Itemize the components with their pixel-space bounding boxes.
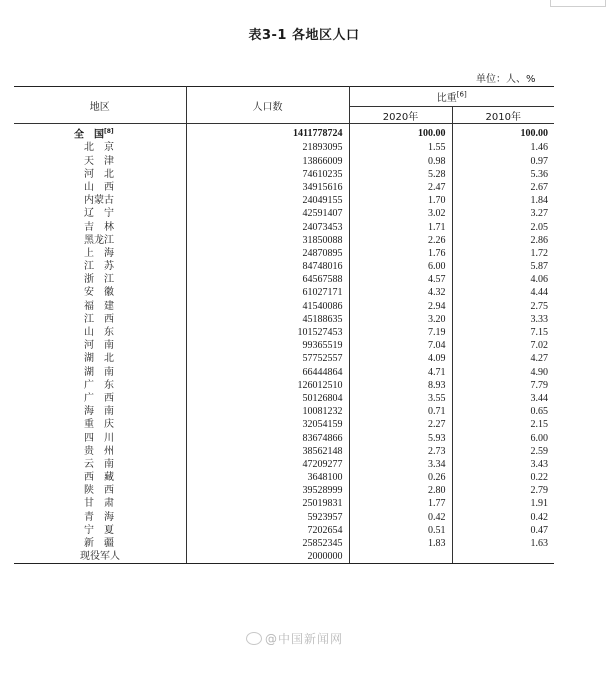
population-cell: 25852345	[186, 537, 349, 550]
table-row	[14, 207, 554, 220]
proportion-2010-cell: 4.44	[452, 286, 554, 299]
proportion-2020-cell: 1.55	[349, 141, 452, 154]
region-name: 福 建	[84, 300, 114, 312]
region-cell	[14, 155, 186, 168]
region-name: 天 津	[84, 155, 114, 167]
region-cell	[14, 220, 186, 233]
proportion-2020-cell: 4.32	[349, 286, 452, 299]
proportion-2010-cell: 5.87	[452, 260, 554, 273]
proportion-2010-cell: 7.02	[452, 339, 554, 352]
region-name: 广 西	[84, 392, 114, 404]
table-row	[14, 300, 554, 313]
region-cell	[14, 339, 186, 352]
proportion-2010-cell: 0.97	[452, 155, 554, 168]
proportion-2020-cell: 0.71	[349, 405, 452, 418]
proportion-2010-cell: 2.67	[452, 181, 554, 194]
table-body	[14, 124, 554, 564]
region-cell	[14, 366, 186, 379]
region-cell	[14, 497, 186, 510]
proportion-2010-cell: 6.00	[452, 431, 554, 444]
population-table	[14, 86, 554, 564]
region-cell	[14, 300, 186, 313]
table-row	[14, 524, 554, 537]
proportion-2020-cell: 0.98	[349, 155, 452, 168]
proportion-2020-cell: 100.00	[349, 124, 452, 142]
population-cell: 3648100	[186, 471, 349, 484]
table-row	[14, 273, 554, 286]
region-name: 四 川	[84, 432, 114, 444]
proportion-2020-cell: 7.19	[349, 326, 452, 339]
region-cell	[14, 550, 186, 564]
region-cell	[14, 273, 186, 286]
table-row	[14, 326, 554, 339]
population-cell: 41540086	[186, 300, 349, 313]
proportion-2020-cell: 0.42	[349, 511, 452, 524]
region-cell	[14, 471, 186, 484]
table-row	[14, 550, 554, 564]
weibo-icon	[246, 632, 262, 645]
proportion-2020-cell: 2.47	[349, 181, 452, 194]
region-cell	[14, 537, 186, 550]
region-cell	[14, 352, 186, 365]
watermark-text: @中国新闻网	[265, 632, 344, 646]
table-row	[14, 405, 554, 418]
region-name: 宁 夏	[84, 524, 114, 536]
region-cell	[14, 207, 186, 220]
proportion-2010-cell: 2.05	[452, 220, 554, 233]
proportion-2010-cell: 2.15	[452, 418, 554, 431]
region-name: 辽 宁	[84, 208, 114, 220]
population-cell: 61027171	[186, 286, 349, 299]
table-row	[14, 234, 554, 247]
population-cell: 66444864	[186, 366, 349, 379]
region-cell	[14, 247, 186, 260]
proportion-2020-cell: 5.28	[349, 168, 452, 181]
region-name: 山 西	[84, 181, 114, 193]
table-row	[14, 339, 554, 352]
region-cell	[14, 511, 186, 524]
population-cell: 50126804	[186, 392, 349, 405]
table-row	[14, 431, 554, 444]
table-row	[14, 155, 554, 168]
population-cell: 45188635	[186, 313, 349, 326]
proportion-2020-cell: 3.20	[349, 313, 452, 326]
proportion-2010-cell: 0.47	[452, 524, 554, 537]
proportion-2020-cell: 5.93	[349, 431, 452, 444]
proportion-2010-cell: 1.84	[452, 194, 554, 207]
table-row	[14, 352, 554, 365]
region-name: 云 南	[84, 458, 114, 470]
population-cell: 74610235	[186, 168, 349, 181]
proportion-2010-cell: 0.65	[452, 405, 554, 418]
table-row	[14, 313, 554, 326]
header-year-2010: 2010年	[452, 107, 554, 124]
header-year-2020: 2020年	[349, 107, 452, 124]
proportion-2010-cell: 2.59	[452, 445, 554, 458]
region-name: 上 海	[84, 247, 114, 259]
region-name: 重 庆	[84, 419, 114, 431]
population-cell: 21893095	[186, 141, 349, 154]
region-name: 内蒙古	[84, 195, 114, 207]
proportion-2010-cell: 5.36	[452, 168, 554, 181]
proportion-2010-cell: 3.43	[452, 458, 554, 471]
table-row	[14, 445, 554, 458]
region-name: 河 南	[84, 340, 114, 352]
region-name: 西 藏	[84, 472, 114, 484]
region-cell	[14, 405, 186, 418]
table-row	[14, 392, 554, 405]
table-row	[14, 418, 554, 431]
region-cell	[14, 445, 186, 458]
population-cell: 25019831	[186, 497, 349, 510]
region-cell	[14, 260, 186, 273]
proportion-2010-cell: 1.46	[452, 141, 554, 154]
proportion-2010-cell: 4.90	[452, 366, 554, 379]
header-population: 人口数	[186, 87, 349, 124]
region-name: 海 南	[84, 406, 114, 418]
region-name: 北 京	[84, 142, 114, 154]
region-cell	[14, 418, 186, 431]
proportion-2020-cell: 4.57	[349, 273, 452, 286]
proportion-2010-cell: 1.72	[452, 247, 554, 260]
table-row	[14, 484, 554, 497]
proportion-2020-cell: 8.93	[349, 379, 452, 392]
region-cell	[14, 168, 186, 181]
table-row	[14, 247, 554, 260]
table-row	[14, 141, 554, 154]
region-name: 安 徽	[84, 287, 114, 299]
population-cell: 39528999	[186, 484, 349, 497]
table-row	[14, 168, 554, 181]
region-name: 贵 州	[84, 445, 114, 457]
table-row	[14, 471, 554, 484]
region-cell	[14, 484, 186, 497]
proportion-2020-cell: 2.27	[349, 418, 452, 431]
table-row	[14, 458, 554, 471]
region-cell	[14, 326, 186, 339]
corner-tab-mark	[550, 0, 606, 7]
proportion-2020-cell: 2.73	[349, 445, 452, 458]
proportion-2010-cell: 0.22	[452, 471, 554, 484]
proportion-2010-cell: 4.27	[452, 352, 554, 365]
header-proportion-label: 比重	[436, 93, 457, 105]
population-cell: 84748016	[186, 260, 349, 273]
region-cell	[14, 124, 186, 142]
region-cell	[14, 181, 186, 194]
region-name: 陕 西	[84, 485, 114, 497]
region-cell	[14, 392, 186, 405]
proportion-2010-cell: 7.15	[452, 326, 554, 339]
table-row	[14, 497, 554, 510]
region-note: [8]	[104, 128, 114, 135]
population-cell: 2000000	[186, 550, 349, 564]
table-row	[14, 124, 554, 142]
region-name: 江 苏	[84, 261, 114, 273]
proportion-2020-cell: 3.02	[349, 207, 452, 220]
table-row	[14, 379, 554, 392]
watermark	[246, 630, 343, 647]
population-cell: 34915616	[186, 181, 349, 194]
region-cell	[14, 234, 186, 247]
table-row	[14, 194, 554, 207]
table-row	[14, 366, 554, 379]
proportion-2020-cell: 2.94	[349, 300, 452, 313]
proportion-2010-cell: 2.86	[452, 234, 554, 247]
proportion-2020-cell: 1.76	[349, 247, 452, 260]
proportion-2010-cell: 7.79	[452, 379, 554, 392]
proportion-2020-cell: 4.09	[349, 352, 452, 365]
proportion-2020-cell: 1.70	[349, 194, 452, 207]
region-name: 江 西	[84, 313, 114, 325]
table-row	[14, 220, 554, 233]
region-name: 甘 肃	[84, 498, 114, 510]
proportion-2020-cell: 6.00	[349, 260, 452, 273]
proportion-2010-cell: 3.27	[452, 207, 554, 220]
table-row	[14, 511, 554, 524]
population-cell: 126012510	[186, 379, 349, 392]
population-cell: 5923957	[186, 511, 349, 524]
proportion-2010-cell: 2.79	[452, 484, 554, 497]
region-name: 湖 北	[84, 353, 114, 365]
region-cell	[14, 313, 186, 326]
region-cell	[14, 524, 186, 537]
population-cell: 1411778724	[186, 124, 349, 142]
header-proportion-note: [6]	[456, 90, 467, 99]
region-cell	[14, 286, 186, 299]
proportion-2020-cell: 2.80	[349, 484, 452, 497]
table-row	[14, 260, 554, 273]
population-cell: 10081232	[186, 405, 349, 418]
region-name: 吉 林	[84, 221, 114, 233]
region-cell	[14, 141, 186, 154]
population-cell: 7202654	[186, 524, 349, 537]
proportion-2010-cell: 3.44	[452, 392, 554, 405]
region-name: 广 东	[84, 379, 114, 391]
region-name: 山 东	[84, 327, 114, 339]
region-name: 现役军人	[80, 551, 120, 563]
proportion-2020-cell: 3.55	[349, 392, 452, 405]
population-cell: 24073453	[186, 220, 349, 233]
proportion-2010-cell: 100.00	[452, 124, 554, 142]
proportion-2020-cell: 1.71	[349, 220, 452, 233]
region-name: 青 海	[84, 511, 114, 523]
proportion-2020-cell: 1.77	[349, 497, 452, 510]
region-name: 河 北	[84, 168, 114, 180]
population-cell: 13866009	[186, 155, 349, 168]
proportion-2010-cell: 0.42	[452, 511, 554, 524]
population-cell: 99365519	[186, 339, 349, 352]
region-cell	[14, 194, 186, 207]
region-cell	[14, 458, 186, 471]
proportion-2010-cell: 1.91	[452, 497, 554, 510]
population-cell: 101527453	[186, 326, 349, 339]
table-title: 表3-1 各地区人口	[248, 28, 360, 43]
region-cell	[14, 431, 186, 444]
population-cell: 42591407	[186, 207, 349, 220]
proportion-2020-cell: 2.26	[349, 234, 452, 247]
header-region: 地区	[14, 87, 186, 124]
proportion-2020-cell: 3.34	[349, 458, 452, 471]
region-name: 浙 江	[84, 274, 114, 286]
proportion-2020-cell: 7.04	[349, 339, 452, 352]
proportion-2020-cell: 0.51	[349, 524, 452, 537]
table-row	[14, 181, 554, 194]
population-cell: 47209277	[186, 458, 349, 471]
proportion-2010-cell: 3.33	[452, 313, 554, 326]
table-row	[14, 286, 554, 299]
population-cell: 83674866	[186, 431, 349, 444]
proportion-2010-cell: 4.06	[452, 273, 554, 286]
population-cell: 24870895	[186, 247, 349, 260]
region-name: 全 国	[74, 129, 104, 141]
population-cell: 32054159	[186, 418, 349, 431]
region-name: 湖 南	[84, 366, 114, 378]
population-cell: 57752557	[186, 352, 349, 365]
region-name: 黑龙江	[84, 234, 114, 246]
proportion-2020-cell: 1.83	[349, 537, 452, 550]
proportion-2010-cell: 1.63	[452, 537, 554, 550]
population-cell: 38562148	[186, 445, 349, 458]
population-cell: 64567588	[186, 273, 349, 286]
proportion-2010-cell	[452, 550, 554, 564]
population-cell: 24049155	[186, 194, 349, 207]
region-name: 新 疆	[84, 538, 114, 550]
proportion-2010-cell: 2.75	[452, 300, 554, 313]
table-row	[14, 537, 554, 550]
population-cell: 31850088	[186, 234, 349, 247]
proportion-2020-cell: 4.71	[349, 366, 452, 379]
proportion-2020-cell: 0.26	[349, 471, 452, 484]
header-proportion	[349, 87, 554, 107]
unit-label: 单位：人、%	[476, 74, 536, 85]
region-cell	[14, 379, 186, 392]
proportion-2020-cell	[349, 550, 452, 564]
